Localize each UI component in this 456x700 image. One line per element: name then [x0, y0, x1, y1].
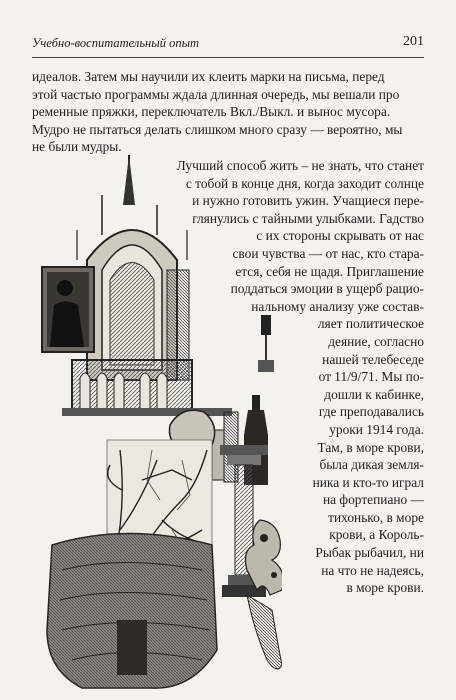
- text-line: деяние, согласно: [328, 333, 424, 349]
- text-line: была дикая земля-: [319, 457, 424, 473]
- text-line: на фортепиано —: [322, 492, 424, 508]
- running-head: [32, 36, 424, 56]
- text-line: ляет политическое: [317, 316, 424, 332]
- running-title: Учебно-воспитательный опыт: [32, 36, 200, 50]
- text-line: и нужно готовить ужин. Учащиеся пере-: [192, 193, 424, 209]
- header-rule: [32, 57, 424, 58]
- portrait-frame-image: [42, 267, 94, 352]
- top-paragraph: [32, 68, 424, 156]
- text-line: от 11/9/71. Мы по-: [318, 369, 424, 385]
- right-column-paragraph: [124, 157, 424, 597]
- text-line: с тобой в конце дня, когда заходит солнце: [185, 175, 424, 191]
- text-line: где преподавались: [318, 404, 424, 420]
- text-line: свои чувства — от нас, кто стара-: [232, 245, 424, 261]
- text-line: ется, себя не щадя. Приглашение: [235, 263, 424, 279]
- text-line: с их стороны скрывать от нас: [256, 228, 424, 244]
- text-line: ника и кто-то играл: [312, 474, 424, 490]
- text-line: тихонько, в море: [328, 509, 424, 525]
- text-line: Лучший способ жить – не знать, что станет: [176, 158, 424, 173]
- text-line: в море крови.: [346, 580, 424, 596]
- text-line: крови, а Король-: [329, 527, 424, 543]
- text-line: Мудро не пытаться делать слишком много сразу — вероятно, мы: [32, 121, 403, 137]
- text-line: не были мудры.: [32, 139, 122, 155]
- text-line: Рыбак рыбачил, ни: [315, 545, 424, 561]
- text-line: Там, в море крови,: [317, 439, 424, 455]
- text-line: идеалов. Затем мы научили их клеить марки на письма, перед: [32, 69, 385, 84]
- text-line: нашей телебеседе: [322, 351, 424, 367]
- text-line: на что не надеясь,: [321, 562, 424, 578]
- page-number: 201: [403, 34, 424, 49]
- text-line: дошли к кабинке,: [324, 386, 424, 402]
- text-line: ременные пряжки, переключатель Вкл./Выкл. и вынос мусора.: [32, 104, 391, 120]
- text-line: этой частью программы ждала длинная очередь, мы вешали про: [32, 86, 400, 102]
- text-line: поддаться эмоции в ущерб рацио-: [230, 281, 424, 297]
- text-line: глянулись с тайными улыбками. Гадство: [192, 210, 424, 226]
- text-line: нальному анализу уже состав-: [251, 298, 424, 314]
- text-line: уроки 1914 года.: [329, 421, 424, 437]
